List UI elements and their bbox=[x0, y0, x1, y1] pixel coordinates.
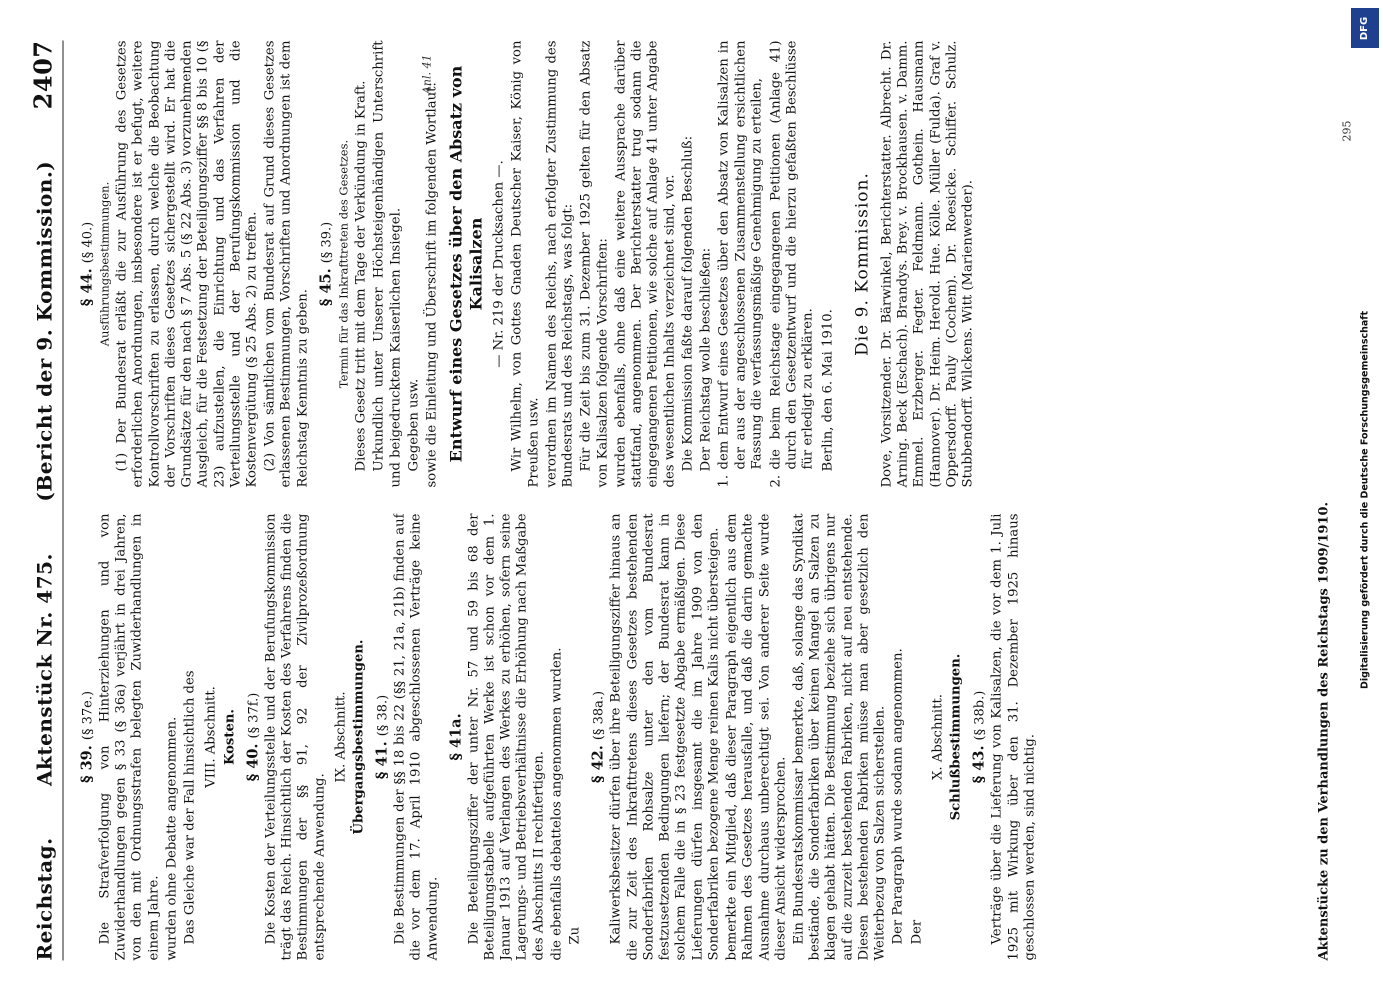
paragraph: wurden ohne Debatte angenommen. bbox=[163, 716, 179, 960]
section-40-heading: § 40. (§ 37f.) bbox=[243, 692, 261, 781]
dfg-logo: DFG bbox=[1351, 8, 1379, 48]
paragraph: Die Kosten der Verteilungsstelle und der Berufungskommission trägt das Reich. Hinsichtlich der Kosten des Verfahrens finden die Bestimmungen der §§ 91, 92 der Zivilprozeßordnung entsprechende Anwendung. bbox=[262, 513, 327, 960]
section-43-heading: § 43. (§ 38b.) bbox=[970, 690, 988, 783]
section-41a-heading: § 41a. bbox=[446, 712, 464, 761]
header-aktenstueck: Aktenstück Nr. 475. bbox=[32, 552, 56, 786]
digitization-note: Digitalisierung gefördert durch die Deutsche Forschungsgemeinschaft bbox=[1359, 311, 1371, 689]
margin-note: Anl. 41 bbox=[420, 54, 433, 94]
section-44-heading: § 44. (§ 40.) bbox=[78, 221, 95, 306]
paragraph: Dieses Gesetz tritt mit dem Tage der Verkündung in Kraft. bbox=[353, 80, 369, 471]
footer-sheet-number: 295 bbox=[1340, 120, 1353, 141]
header-reichstag: Reichstag. bbox=[32, 836, 56, 960]
resolution-item-1: 1. dem Entwurf eines Gesetzes über den Absatz von Kalisalzen in der aus der angeschlossenen Zusammenstellung ersichtlichen Fassung die verfassungsmäßige Genehmigung zu erteilen, bbox=[716, 40, 764, 487]
resolution-item-2: 2. die beim Reichstage eingegangenen Petitionen (Anlage 41) durch den Gesetzentwurf und die hierzu gefaßten Beschlüsse für erledigt zu erklären. bbox=[767, 40, 816, 487]
column-left bbox=[72, 513, 1291, 960]
chapter-10-title: Schlußbestimmungen. bbox=[948, 653, 964, 820]
paragraph: sowie die Einleitung und Überschrift im folgenden Wortlaut: bbox=[424, 81, 439, 487]
paragraph: verordnen im Namen des Reichs, nach erfolgter Zustimmung des Bundesrats und des Reichstags, was folgt: bbox=[543, 40, 576, 487]
bill-title-note: — Nr. 219 der Drucksachen —. bbox=[491, 159, 507, 368]
paragraph: Die Kommission faßte darauf folgenden Beschluß: bbox=[679, 135, 695, 471]
chapter-9-heading: IX. Abschnitt. bbox=[332, 690, 348, 783]
paragraph: Die Beteiligungsziffer der unter Nr. 57 und 59 bis 68 der Beteiligungstabelle aufgeführten Werke ist schon vor dem 1. Januar 1913 auf Verlangen des Werkes zu erhöhen, sofern seine Lagerungs- und Betriebsverhältnisse die Erhöhung nach Maßgabe des Abschnitts II rechtfertigen. bbox=[465, 513, 546, 960]
paragraph: Für die Zeit bis zum 31. Dezember 1925 gelten für den Absatz von Kalisalzen folgende Vorschriften: bbox=[578, 40, 610, 487]
paragraph: Der Reichstag wolle beschließen: bbox=[698, 247, 714, 471]
section-39-heading: § 39. (§ 37e.) bbox=[78, 690, 95, 783]
column-right bbox=[72, 40, 1291, 487]
paragraph: Das Gleiche war der Fall hinsichtlich des bbox=[182, 669, 198, 944]
paragraph: Die Bestimmungen der §§ 18 bis 22 (§§ 21, 21a, 21b) finden auf die vor dem 17. April 1910 abgeschlossenen Verträge keine Anwendung. bbox=[392, 513, 440, 960]
paragraph: (2) Von sämtlichen vom Bundesrat auf Grund dieses Gesetzes erlassenen Bestimmungen, Vorschriften und Anordnungen ist dem Reichstag Kenntnis zu geben. bbox=[262, 40, 310, 487]
paragraph: wurden ebenfalls, ohne daß eine weitere Aussprache darüber stattfand, angenommen. Der Berichterstatter trug sodann die eingegangenen Petitionen, wie solche auf Anlage 41 unter Angabe des wesentlichen Inhalts verzeichnet sind, vor. bbox=[612, 40, 677, 487]
chapter-10-heading: X. Abschnitt. bbox=[929, 693, 945, 780]
paragraph: Der bbox=[908, 919, 924, 944]
paragraph: die ebenfalls debattelos angenommen wurden. bbox=[548, 647, 564, 960]
paragraph: Ein Bundesratskommissar bemerkte, daß, solange das Syndikat bestände, die Sonderfabriken über keinen Mangel an Salzen zu klagen gehabt hätten. Die Bestimmung beziehe sich übrigens nur auf die zurzeit bestehenden Fabriken, nicht auf neu entstehende. Diesen bestehenden Fabriken müsse man aber gesetzlich den Weiterbezug von Salzen sicherstellen. bbox=[790, 513, 888, 960]
section-42-heading: § 42. (§ 38a.) bbox=[589, 690, 607, 783]
paragraph: Verträge über die Lieferung von Kalisalzen, die vor dem 1. Juli 1925 mit Wirkung über den 31. Dezember 1925 hinaus geschlossen werden, sind nichtig. bbox=[989, 513, 1037, 960]
text-columns bbox=[72, 40, 1291, 960]
date-line: Berlin, den 6. Mai 1910. bbox=[819, 308, 835, 471]
commission-members: Dove, Vorsitzender. Dr. Bärwinkel, Berichterstatter. Albrecht. Dr. Arning. Beck (Eschach). Brandys. Brey. v. Brockhausen. v. Damm. Emmel. Erzberger. Fegter. Feldmann. Gothein. Hausmann (Hannover). Dr. Heim. Herold. Hue. Kölle. Müller (Fulda). Graf v. Oppersdorff. Pauly (Cochem). Dr. Roesicke. Schiffer. Schulz. Stubbendorff. Wilckens. Witt (Marienwerder). bbox=[878, 40, 975, 487]
paragraph: Gegeben usw. bbox=[405, 378, 421, 471]
section-45-heading: § 45. (§ 39.) bbox=[316, 221, 334, 306]
commission-title: Die 9. Kommission. bbox=[851, 171, 872, 356]
header-bericht: (Bericht der 9. Kommission.) bbox=[32, 160, 56, 502]
footer-title: Aktenstücke zu den Verhandlungen des Reichstags 1909/1910. bbox=[1316, 501, 1331, 960]
paragraph: Die Strafverfolgung von Hinterziehungen und von Zuwiderhandlungen gegen § 33 (§ 36a) verjährt in drei Jahren, von den mit Ordnungsstrafen belegten Zuwiderhandlungen in einem Jahre. bbox=[96, 513, 161, 960]
paragraph: Der Paragraph wurde sodann angenommen. bbox=[890, 647, 906, 944]
bill-title: Entwurf eines Gesetzes über den Absatz von Kalisalzen bbox=[446, 65, 486, 462]
chapter-9-title: Übergangsbestimmungen. bbox=[351, 638, 367, 835]
paragraph: Wir Wilhelm, von Gottes Gnaden Deutscher Kaiser, König von Preußen usw. bbox=[509, 40, 541, 487]
section-41-heading: § 41. (§ 38.) bbox=[373, 694, 391, 779]
paragraph: Zu bbox=[567, 926, 583, 944]
paragraph: Urkundlich unter Unserer Höchsteigenhändigen Unterschrift und beigedrucktem Kaiserlichen Insiegel. bbox=[371, 40, 403, 487]
running-head bbox=[28, 40, 63, 960]
paragraph: bemerkte ein Mitglied, daß dieser Paragraph eigentlich aus dem Rahmen des Gesetzes herausfalle, und daß die darin gemachte Ausnahme durchaus unberechtigt sei. Von anderer Seite wurde dieser Ansicht widersprochen. bbox=[724, 513, 788, 960]
chapter-8-heading: VIII. Abschnitt. bbox=[203, 685, 219, 788]
section-44-subtitle: Ausführungsbestimmungen. bbox=[96, 181, 111, 346]
section-45-subtitle: Termin für das Inkrafttreten des Gesetzes. bbox=[335, 139, 350, 388]
page-number: 2407 bbox=[28, 40, 57, 109]
paragraph: Kaliwerksbesitzer dürfen über ihre Beteiligungsziffer hinaus an die zur Zeit des Inkrafttretens dieses Gesetzes bestehenden Sonderfabriken Rohsalze unter den vom Bundesrat festzusetzenden Bedingungen liefern; der Bundesrat kann in solchem Falle die in § 23 festgesetzte Abgabe ermäßigen. Diese Lieferungen dürfen insgesamt die im Jahre 1909 von den Sonderfabriken bezogene Menge reinen Kalis nicht übersteigen. bbox=[608, 513, 721, 960]
chapter-8-title: Kosten. bbox=[221, 708, 237, 765]
paragraph: (1) Der Bundesrat erläßt die zur Ausführung des Gesetzes erforderlichen Anordnungen, insbesondere ist er befugt, weitere Kontrollvorschriften zu erlassen, durch welche die Beobachtung der Vorschriften dieses Gesetzes sichergestellt wird. Er hat die Grundsätze für den nach § 7 Abs. 5 (§ 22 Abs. 3) vorzunehmenden Ausgleich, für die Festsetzung der Beteiligungsziffer §§ 8 bis 10 (§ 23) aufzustellen, die Einrichtung und das Verfahren der Verteilungsstelle und der Berufungskommission und die Kostenvergütung (§ 25 Abs. 2) zu treffen. bbox=[114, 40, 259, 487]
